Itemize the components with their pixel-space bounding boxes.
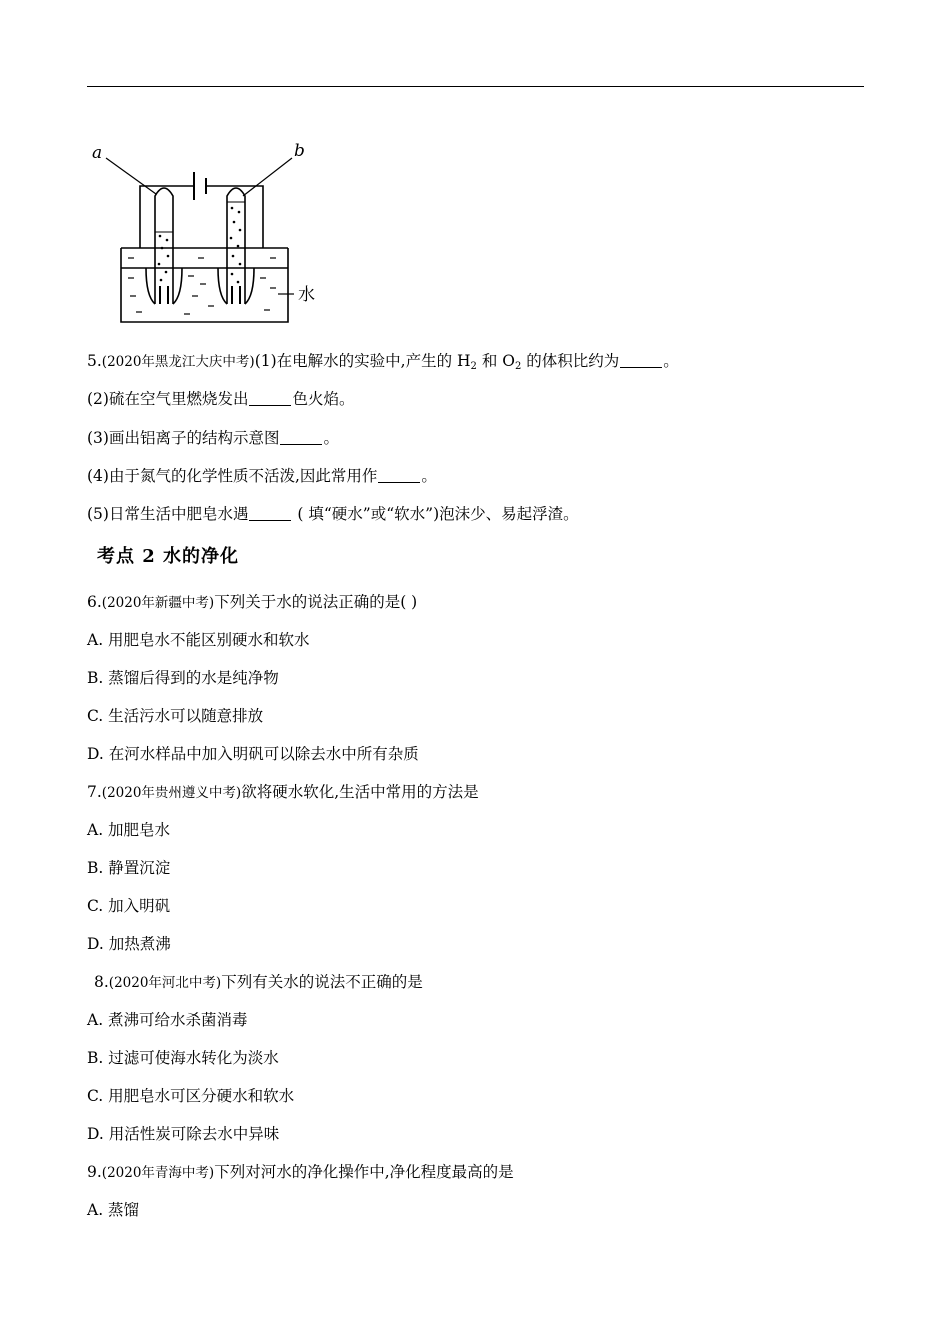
q8-option-d: D. 用活性炭可除去水中异味	[87, 1125, 280, 1143]
q5-part2: (2)硫在空气里燃烧发出 色火焰。	[87, 390, 355, 408]
label-a: a	[92, 143, 103, 163]
answer-blank[interactable]	[620, 353, 662, 368]
answer-blank[interactable]	[280, 430, 322, 445]
answer-blank[interactable]	[378, 468, 420, 483]
q6-option-c: C. 生活污水可以随意排放	[87, 707, 264, 725]
q7-stem: 7.(2020年贵州遵义中考)欲将硬水软化,生活中常用的方法是	[87, 783, 479, 801]
q6-option-d: D. 在河水样品中加入明矾可以除去水中所有杂质	[87, 745, 419, 763]
q8-option-b: B. 过滤可使海水转化为淡水	[87, 1049, 279, 1067]
q7-option-b: B. 静置沉淀	[87, 859, 171, 877]
section-heading: 考点 2 水的净化	[97, 546, 240, 567]
q8-option-c: C. 用肥皂水可区分硬水和软水	[87, 1087, 295, 1105]
q6-stem: 6.(2020年新疆中考)下列关于水的说法正确的是( )	[87, 593, 418, 611]
label-b: b	[294, 141, 305, 161]
q5-source: (2020年黑龙江大庆中考)	[101, 354, 255, 370]
answer-blank[interactable]	[249, 391, 291, 406]
q5-part1: 5.(2020年黑龙江大庆中考)(1)在电解水的实验中,产生的 $H_2$ 和 $O_2$ 的体积比约为 。	[87, 352, 679, 372]
q5-number: 5.	[87, 352, 102, 370]
label-water: 水	[298, 285, 315, 305]
q7-option-a: A. 加肥皂水	[87, 821, 171, 839]
q9-option-a: A. 蒸馏	[87, 1201, 140, 1219]
q5-part3: (3)画出铝离子的结构示意图 。	[87, 429, 339, 447]
q7-option-c: C. 加入明矾	[87, 897, 171, 915]
electrolysis-figure	[88, 136, 328, 328]
q8-option-a: A. 煮沸可给水杀菌消毒	[87, 1011, 248, 1029]
q6-option-a: A. 用肥皂水不能区别硬水和软水	[87, 631, 310, 649]
q7-option-d: D. 加热煮沸	[87, 935, 171, 953]
answer-blank[interactable]	[249, 506, 291, 521]
q5-part4: (4)由于氮气的化学性质不活泼,因此常用作 。	[87, 467, 437, 485]
q9-stem: 9.(2020年青海中考)下列对河水的净化操作中,净化程度最高的是	[87, 1163, 514, 1181]
q6-option-b: B. 蒸馏后得到的水是纯净物	[87, 669, 279, 687]
header-rule	[87, 86, 864, 87]
q5-part5: (5)日常生活中肥皂水遇 ( 填“硬水”或“软水”)泡沫少、易起浮渣。	[87, 505, 579, 523]
q8-stem: 8.(2020年河北中考)下列有关水的说法不正确的是	[94, 973, 423, 991]
